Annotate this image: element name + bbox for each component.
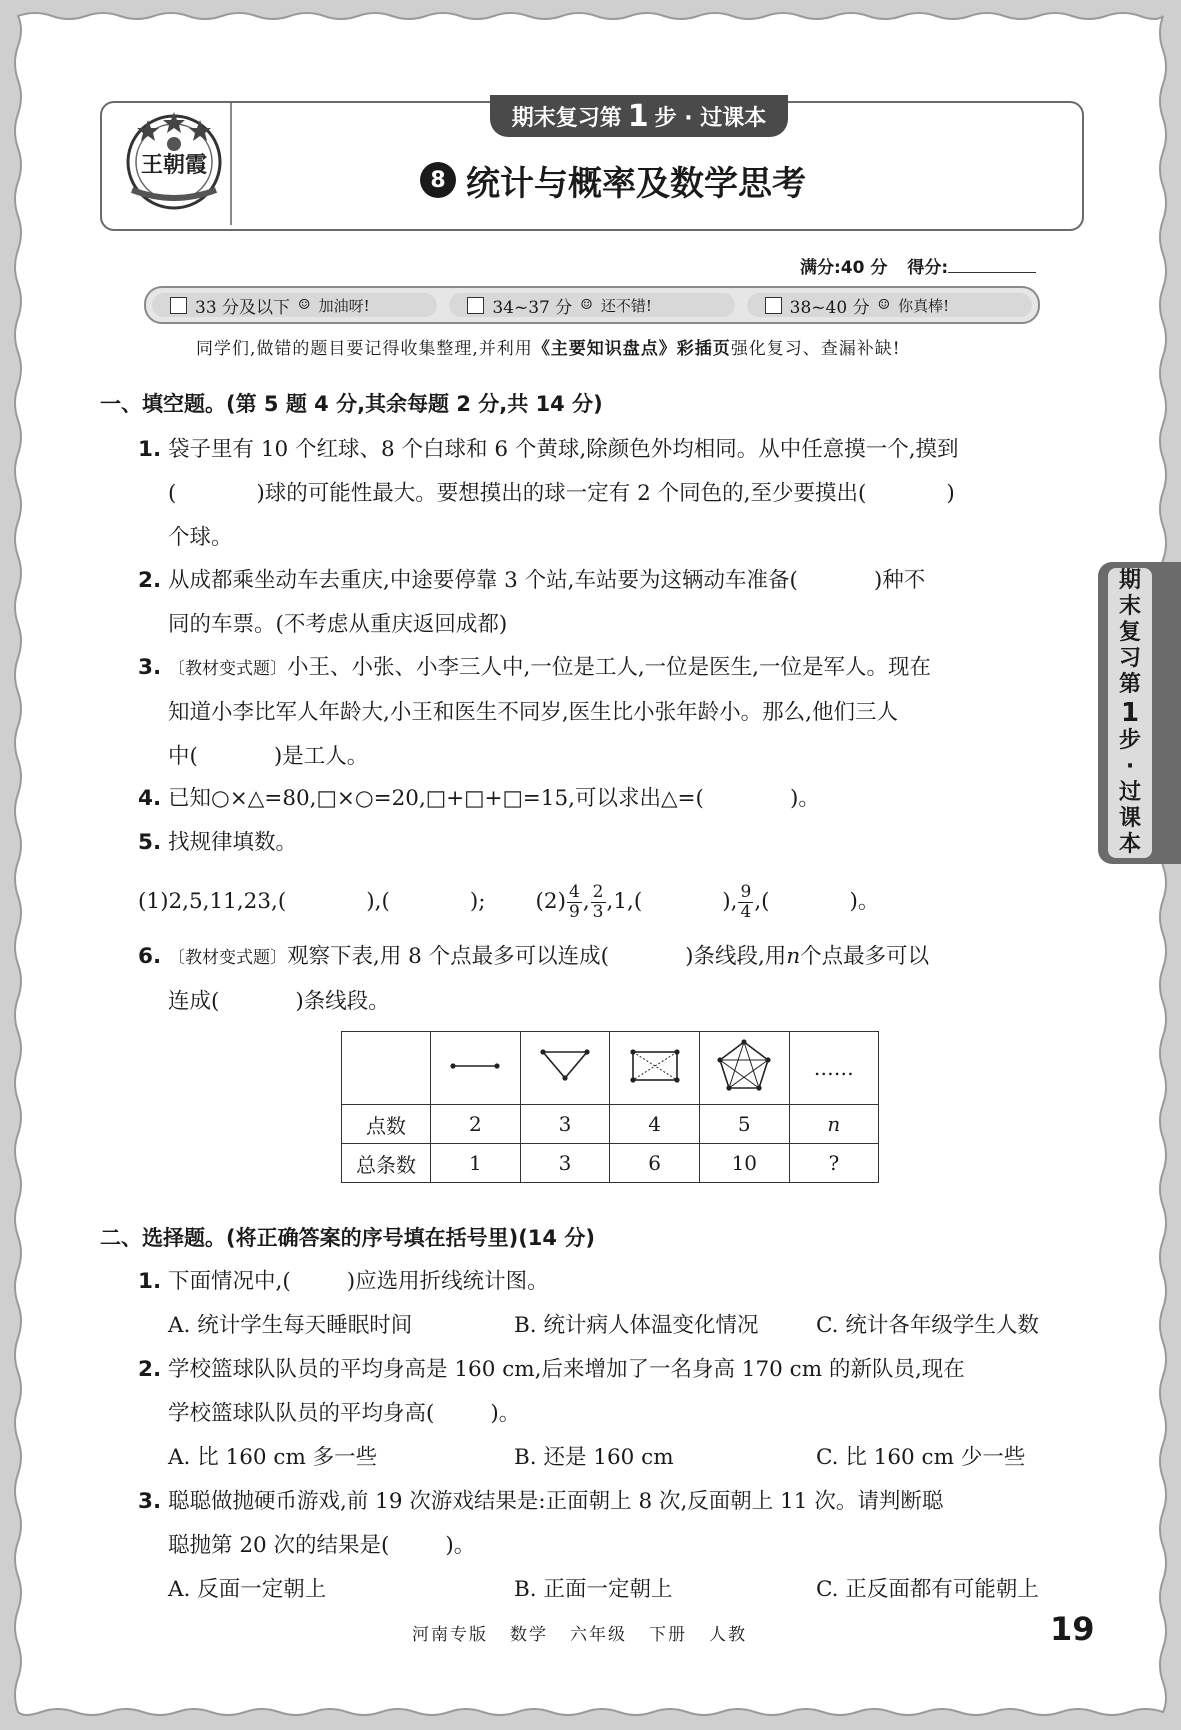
full-score-label: 满分:40 分 <box>800 258 888 278</box>
option-c[interactable]: C. 比 160 cm 少一些 <box>816 1445 1026 1470</box>
question-2-3 <box>138 1480 1084 1568</box>
question-text: 学校篮球队队员的平均身高( <box>168 1401 435 1426</box>
sequence-1: ); <box>469 889 486 914</box>
table-cell: 3 <box>520 1105 610 1144</box>
sequence-2: ), <box>722 889 738 914</box>
face-icon: ☺ <box>298 297 311 313</box>
footer-grade: 六年级 <box>570 1625 627 1645</box>
rating-range: 33 分及以下 <box>195 297 291 318</box>
question-number: 6. <box>138 944 162 969</box>
rating-range: 34~37 分 <box>492 297 573 318</box>
question-text: 个球。 <box>168 525 233 550</box>
table-cell: 6 <box>610 1144 700 1183</box>
table-cell: n <box>789 1105 878 1144</box>
question-2-2 <box>138 1348 1084 1436</box>
three-points-figure-icon <box>535 1044 595 1088</box>
rating-option <box>449 293 734 317</box>
chapter-title-text: 统计与概率及数学思考 <box>466 163 806 204</box>
options-2-3 <box>168 1568 1084 1612</box>
question-1-5-parts <box>138 878 1084 926</box>
table-row <box>342 1105 879 1144</box>
table-cell: …… <box>789 1032 878 1105</box>
question-text: )条线段,用 <box>685 944 787 969</box>
fraction-numerator: 9 <box>740 881 752 902</box>
question-1-5 <box>138 821 1084 865</box>
question-text: )。 <box>490 1401 521 1426</box>
rating-option <box>152 293 437 317</box>
question-text: 已知○×△=80,□×○=20,□+□+□=15,可以求出△=( <box>168 786 704 811</box>
table-cell: ? <box>789 1144 878 1183</box>
table-cell <box>342 1032 431 1105</box>
side-tab-char: 本 <box>1118 832 1141 858</box>
question-text: 下面情况中,( <box>168 1269 291 1294</box>
option-c[interactable]: C. 正反面都有可能朝上 <box>816 1577 1039 1602</box>
question-text: 袋子里有 10 个红球、8 个白球和 6 个黄球,除颜色外均相同。从中任意摸一个,摸到 <box>168 437 959 462</box>
option-a[interactable]: A. 统计学生每天睡眠时间 <box>168 1313 413 1338</box>
table-cell <box>431 1032 521 1105</box>
question-text: )应选用折线统计图。 <box>346 1269 549 1294</box>
table-row <box>342 1032 879 1105</box>
question-text: 聪抛第 20 次的结果是( <box>168 1533 390 1558</box>
option-b[interactable]: B. 统计病人体温变化情况 <box>514 1313 759 1338</box>
side-tab-char: 1 <box>1120 697 1140 728</box>
question-1-1 <box>138 428 1084 560</box>
question-text: )。 <box>445 1533 476 1558</box>
rating-checkbox[interactable] <box>170 297 187 314</box>
sequence-2: (2) <box>535 889 566 914</box>
side-tab-char: 第 <box>1118 671 1141 697</box>
side-tab-label <box>1108 568 1152 858</box>
question-text: ) <box>946 481 955 506</box>
question-number: 2. <box>138 568 162 593</box>
question-2-1 <box>138 1260 1084 1304</box>
sequence-2: ,( <box>754 889 770 914</box>
score-line <box>800 253 1036 278</box>
comma: , <box>582 889 590 914</box>
option-b[interactable]: B. 正面一定朝上 <box>514 1577 673 1602</box>
textbook-tag: 〔教材变式题〕 <box>168 659 287 679</box>
question-text: 知道小李比军人年龄大,小王和医生不同岁,医生比小张年龄小。那么,他们三人 <box>168 700 899 725</box>
four-points-figure-icon <box>625 1044 685 1088</box>
table-cell <box>520 1032 610 1105</box>
question-text: 连成( <box>168 989 220 1014</box>
question-number: 4. <box>138 786 162 811</box>
got-score-label: 得分: <box>907 258 949 278</box>
question-text: 个点最多可以 <box>800 944 930 969</box>
table-row-header: 总条数 <box>342 1144 431 1183</box>
five-points-figure-icon <box>714 1038 774 1094</box>
two-points-figure-icon <box>445 1046 505 1086</box>
notice-text: 同学们,做错的题目要记得收集整理,并利用 <box>196 339 533 359</box>
question-1-4 <box>138 777 1084 821</box>
page-number: 19 <box>1050 1610 1095 1648</box>
options-2-1 <box>168 1304 1084 1348</box>
option-a[interactable]: A. 反面一定朝上 <box>168 1577 327 1602</box>
question-number: 2. <box>138 1357 162 1382</box>
question-text: )。 <box>789 786 820 811</box>
score-field <box>907 253 1036 278</box>
table-cell: 2 <box>431 1105 521 1144</box>
side-tab-char: 课 <box>1118 806 1141 832</box>
fraction <box>738 883 753 922</box>
question-1-6 <box>138 935 1084 1024</box>
question-text: 小王、小张、小李三人中,一位是工人,一位是医生,一位是军人。现在 <box>287 655 932 680</box>
step-number: 1 <box>627 98 649 134</box>
fraction-denominator: 3 <box>592 901 604 922</box>
question-text: 聪聪做抛硬币游戏,前 19 次游戏结果是:正面朝上 8 次,反面朝上 11 次。请判断聪 <box>168 1489 944 1514</box>
fraction <box>567 883 582 922</box>
table-cell: 10 <box>699 1144 789 1183</box>
logo-divider <box>230 103 232 225</box>
fraction-denominator: 9 <box>569 901 580 922</box>
notice-highlight: 《主要知识盘点》彩插页 <box>532 339 731 359</box>
question-text: 观察下表,用 8 个点最多可以连成( <box>287 944 610 969</box>
fraction-numerator: 2 <box>592 881 604 902</box>
footer-subject: 数学 <box>510 1625 548 1645</box>
question-text: 学校篮球队队员的平均身高是 160 cm,后来增加了一名身高 170 cm 的新队员,现在 <box>168 1357 965 1382</box>
rating-range: 38~40 分 <box>789 297 870 318</box>
rating-cheer: 加油呀! <box>318 296 370 315</box>
variable-n: n <box>786 944 801 969</box>
section-title-choice: 二、选择题。(将正确答案的序号填在括号里)(14 分) <box>100 1226 595 1250</box>
table-cell: 4 <box>610 1105 700 1144</box>
question-1-2 <box>138 559 1084 647</box>
step-label-post: 步 · 过课本 <box>654 105 767 131</box>
option-c[interactable]: C. 统计各年级学生人数 <box>816 1313 1039 1338</box>
table-cell <box>610 1032 700 1105</box>
option-a[interactable]: A. 比 160 cm 多一些 <box>168 1445 378 1470</box>
side-tab-char: 复 <box>1118 619 1141 645</box>
table-row-header: 点数 <box>342 1105 431 1144</box>
step-tab <box>490 95 788 137</box>
textbook-tag: 〔教材变式题〕 <box>168 948 287 968</box>
side-tab-char: 期 <box>1118 567 1141 593</box>
footer-volume: 下册 <box>649 1625 687 1645</box>
question-number: 1. <box>138 1269 162 1294</box>
question-number: 5. <box>138 830 162 855</box>
self-rating-bar <box>144 286 1040 324</box>
question-text: )种不 <box>873 568 926 593</box>
table-cell: 1 <box>431 1144 521 1183</box>
rating-cheer: 你真棒! <box>898 296 950 315</box>
face-icon: ☺ <box>580 297 593 313</box>
question-1-3 <box>138 646 1084 779</box>
page-footer <box>412 1620 747 1645</box>
sequence-1: (1)2,5,11,23,( <box>138 889 287 914</box>
options-2-2 <box>168 1436 1084 1480</box>
sequence-1: ),( <box>366 889 390 914</box>
points-segments-table <box>341 1031 879 1183</box>
question-text: )条线段。 <box>295 989 390 1014</box>
step-label-pre: 期末复习第 <box>511 105 622 131</box>
sequence-2: ,1,( <box>606 889 643 914</box>
side-tab-char: 习 <box>1118 645 1141 671</box>
table-row <box>342 1144 879 1183</box>
page-title <box>420 152 806 208</box>
question-text: )球的可能性最大。要想摸出的球一定有 2 个同色的,至少要摸出( <box>256 481 867 506</box>
question-text: 同的车票。(不考虑从重庆返回成都) <box>168 612 508 637</box>
chapter-number-badge: 8 <box>420 162 456 198</box>
study-notice <box>196 334 901 359</box>
table-cell: 3 <box>520 1144 610 1183</box>
question-text: )是工人。 <box>273 744 369 769</box>
question-text: 从成都乘坐动车去重庆,中途要停靠 3 个站,车站要为这辆动车准备( <box>168 568 798 593</box>
side-tab-char: 步 <box>1118 728 1141 754</box>
logo-text: 王朝霞 <box>140 152 208 178</box>
fraction-denominator: 4 <box>740 901 752 922</box>
side-tab-char: 过 <box>1118 780 1141 806</box>
table-cell: 5 <box>699 1105 789 1144</box>
footer-publisher: 人教 <box>709 1625 747 1645</box>
sequence-2: )。 <box>849 889 880 914</box>
face-icon: ☺ <box>877 297 891 313</box>
table-cell <box>699 1032 789 1105</box>
question-number: 3. <box>138 1489 162 1514</box>
score-blank <box>948 254 1036 273</box>
question-text: 找规律填数。 <box>168 830 298 855</box>
footer-edition: 河南专版 <box>412 1625 488 1645</box>
publisher-logo-icon <box>118 106 230 216</box>
fraction <box>591 883 606 922</box>
rating-cheer: 还不错! <box>600 296 652 315</box>
section-title-fill-in: 一、填空题。(第 5 题 4 分,其余每题 2 分,共 14 分) <box>100 392 603 416</box>
rating-checkbox[interactable] <box>467 297 484 314</box>
notice-text-end: 强化复习、查漏补缺! <box>730 339 901 359</box>
side-tab-char: · <box>1125 754 1135 780</box>
question-text: 中( <box>168 744 198 769</box>
rating-checkbox[interactable] <box>765 297 782 314</box>
option-b[interactable]: B. 还是 160 cm <box>514 1445 674 1470</box>
question-number: 1. <box>138 437 162 462</box>
question-number: 3. <box>138 655 162 680</box>
rating-option <box>747 293 1032 317</box>
fraction-numerator: 4 <box>569 881 580 902</box>
question-text: ( <box>168 481 177 506</box>
side-tab-char: 末 <box>1118 593 1141 619</box>
